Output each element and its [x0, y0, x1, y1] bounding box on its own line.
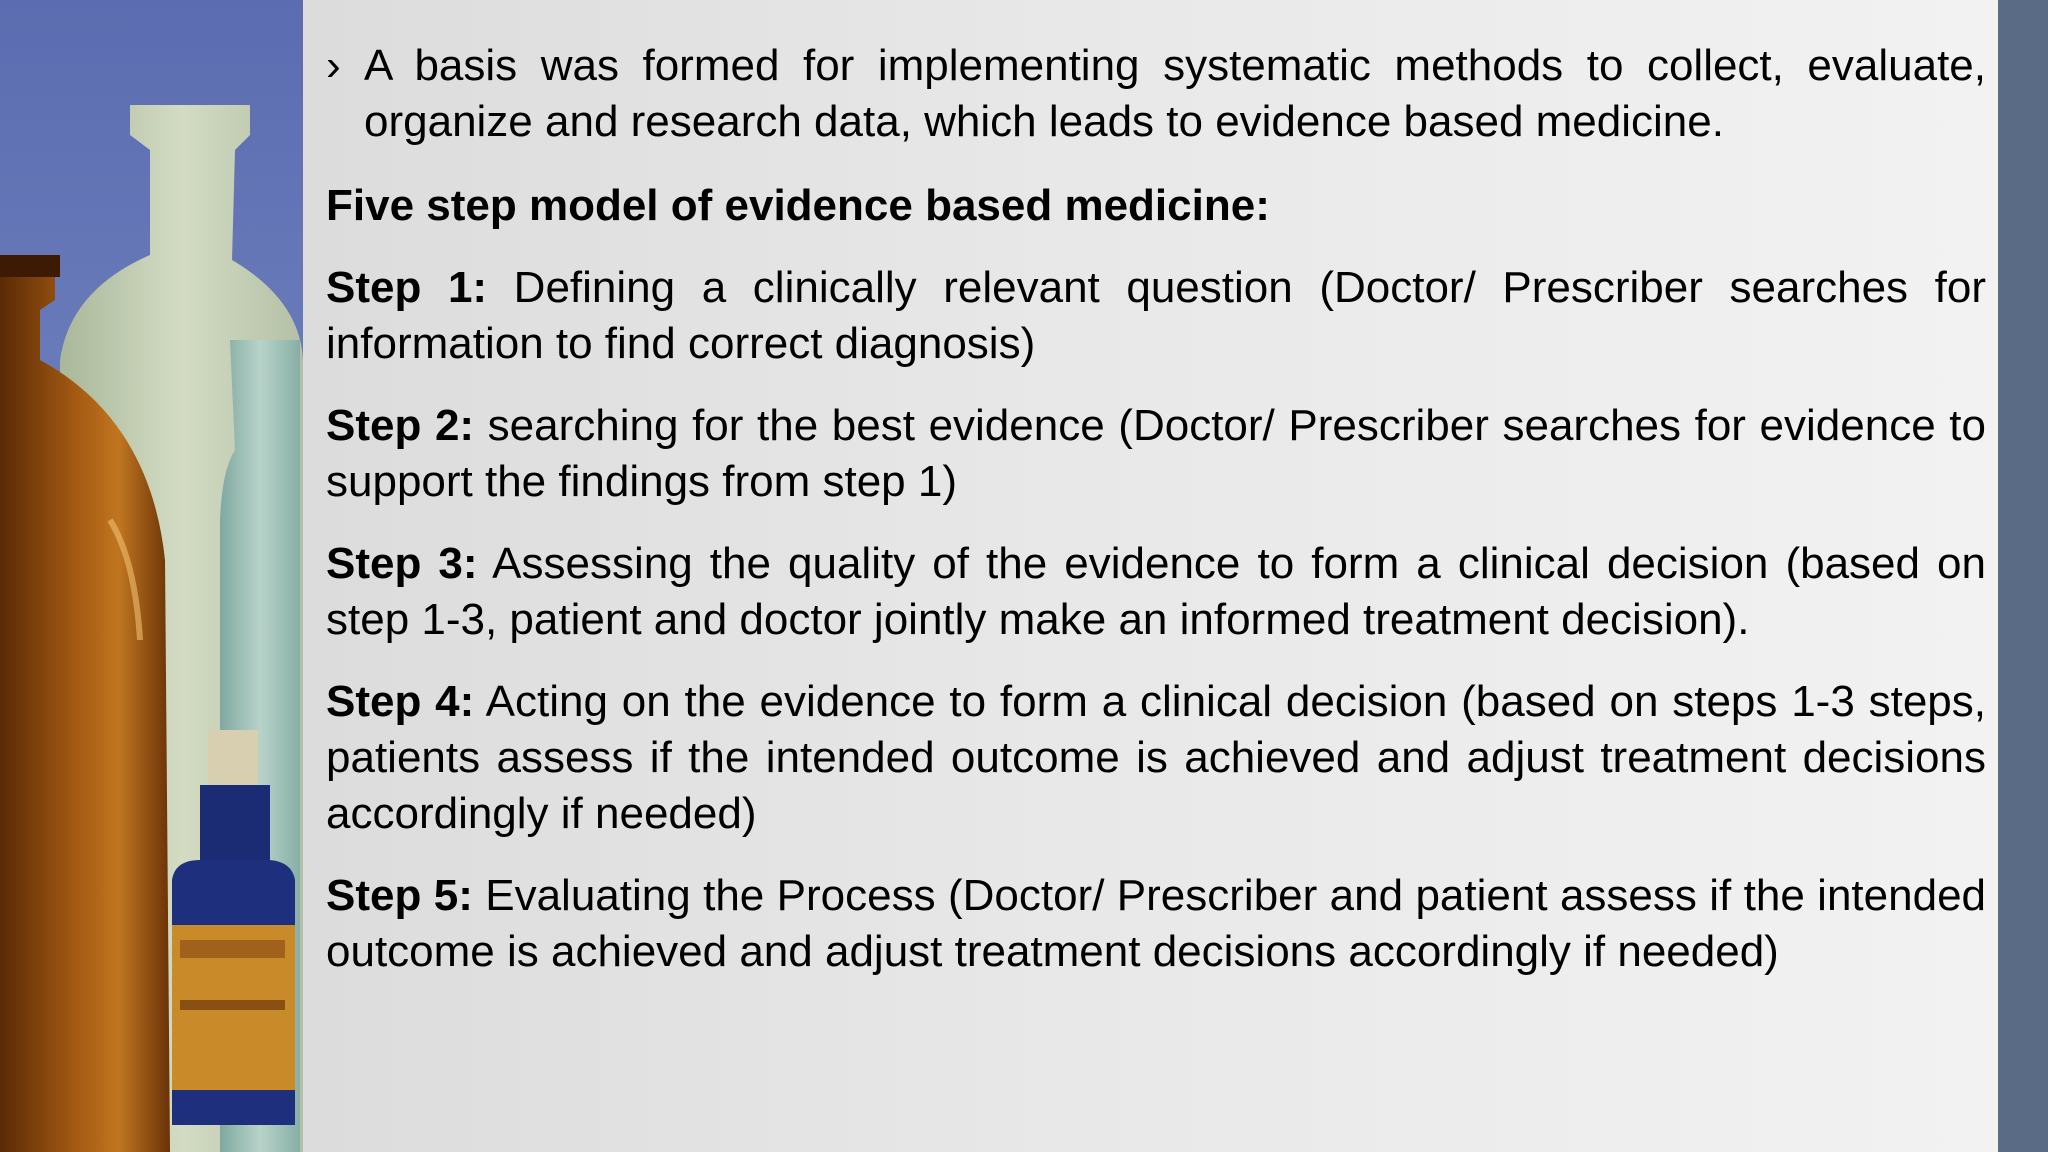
step-text: Evaluating the Process (Doctor/ Prescriber and patient assess if the intended outcome is achieved and adjust treatment decisions accordingly if needed)	[326, 871, 1987, 976]
medicine-bottles-photo	[0, 0, 303, 1152]
step-label: Step 4:	[326, 677, 475, 726]
step-label: Step 2:	[326, 401, 475, 450]
bullet-marker: ›	[326, 41, 341, 90]
intro-bullet-text: A basis was formed for implementing systematic methods to collect, evaluate, organize and research data, which leads to evidence based medicine.	[364, 41, 1986, 146]
step-3	[326, 536, 1986, 648]
step-label: Step 1:	[326, 263, 488, 312]
step-2	[326, 398, 1986, 510]
step-text: Assessing the quality of the evidence to form a clinical decision (based on step 1-3, patient and doctor jointly make an informed treatment decision).	[326, 539, 1986, 644]
right-accent-bar	[1998, 0, 2048, 1152]
step-label: Step 5:	[326, 871, 473, 920]
step-5	[326, 868, 1986, 980]
step-text: searching for the best evidence (Doctor/ Prescriber searches for evidence to support the findings from step 1)	[326, 401, 1986, 506]
step-1	[326, 260, 1986, 372]
slide-content	[326, 38, 1986, 1006]
intro-bullet	[326, 38, 1986, 150]
step-text: Defining a clinically relevant question (Doctor/ Prescriber searches for information to find correct diagnosis)	[326, 263, 1986, 368]
step-label: Step 3:	[326, 539, 478, 588]
step-text: Acting on the evidence to form a clinical decision (based on steps 1-3 steps, patients assess if the intended outcome is achieved and adjust treatment decisions accordingly if needed)	[326, 677, 1986, 838]
section-heading: Five step model of evidence based medicine:	[326, 181, 1270, 230]
step-4	[326, 674, 1986, 842]
